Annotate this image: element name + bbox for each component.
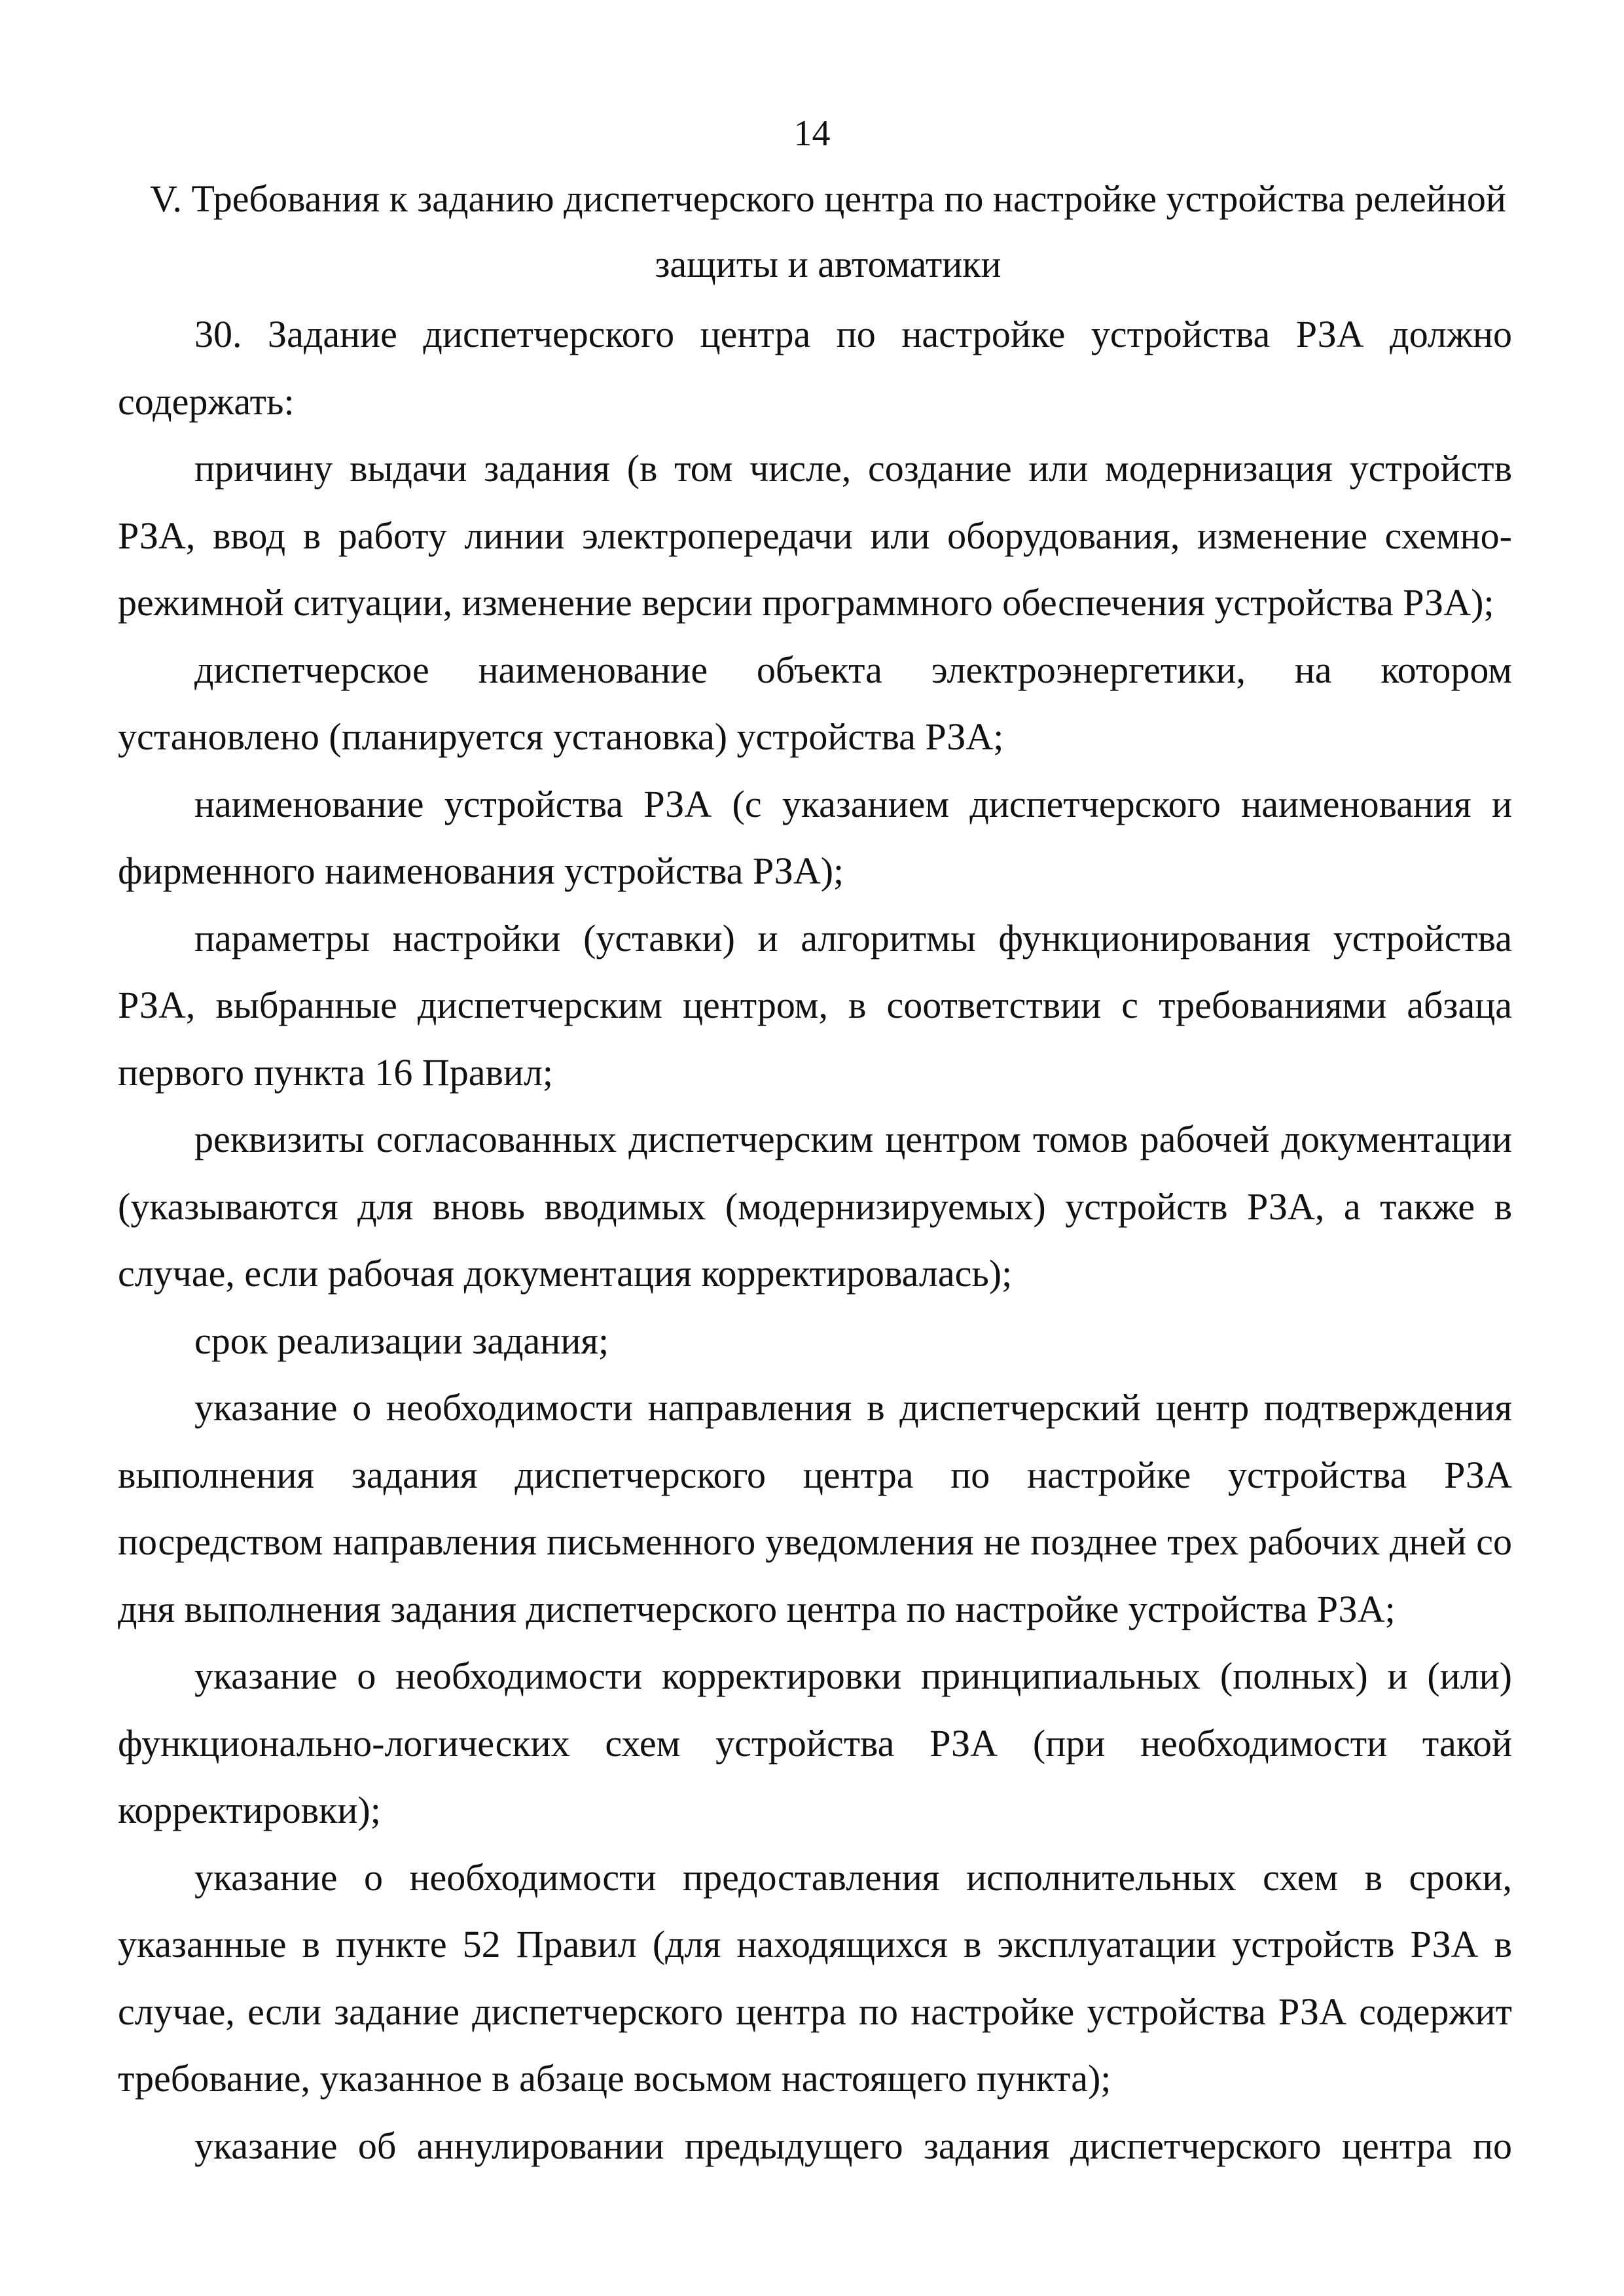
paragraph-confirmation: указание о необходимости направления в диспетчерский центр подтверждения выполнения задания диспетчерского центра по настройке устройства РЗА посредством направления письменного уведомления не позднее трех рабочих дней со дня выполнения задания диспетчерского центра по настройке устройства РЗА; [118, 1386, 1512, 1630]
page-number: 14 [793, 113, 831, 154]
paragraph-cancellation: указание об аннулировании предыдущего задания диспетчерского центра по [194, 2124, 1512, 2167]
paragraph-facility-name: диспетчерское наименование объекта электроэнергетики, на котором установлено (планируется установка) устройства РЗА; [118, 648, 1512, 758]
paragraph-item-30: 30. Задание диспетчерского центра по настройке устройства РЗА должно содержать: [118, 313, 1512, 423]
paragraph-settings: параметры настройки (уставки) и алгоритмы функционирования устройства РЗА, выбранные диспетчерским центром, в соответствии с требованиями абзаца первого пункта 16 Правил; [118, 916, 1512, 1094]
paragraph-reason: причину выдачи задания (в том числе, создание или модернизация устройств РЗА, ввод в работу линии электропередачи или оборудования, изменение схемно-режимной ситуации, изменение версии программного обеспечения устройства РЗА); [118, 447, 1512, 624]
paragraph-schemes-correction: указание о необходимости корректировки принципиальных (полных) и (или) функционально-логических схем устройства РЗА (при необходимости такой корректировки); [118, 1655, 1512, 1831]
paragraph-deadline: срок реализации задания; [194, 1319, 609, 1362]
body-text [118, 301, 1512, 2179]
section-title: V. Требования к заданию диспетчерского центра по настройке устройства релейной защиты и автоматики [150, 177, 1506, 285]
paragraph-device-name: наименование устройства РЗА (с указанием диспетчерского наименования и фирменного наименования устройства РЗА); [118, 782, 1512, 892]
paragraph-documentation: реквизиты согласованных диспетчерским центром томов рабочей документации (указываются для вновь вводимых (модернизируемых) устройств РЗА, а также в случае, если рабочая документация корректировалась); [118, 1118, 1512, 1295]
paragraph-executive-schemes: указание о необходимости предоставления исполнительных схем в сроки, указанные в пункте 52 Правил (для находящихся в эксплуатации устройств РЗА в случае, если задание диспетчерского центра по настройке устройства РЗА содержит требование, указанное в абзаце восьмом настоящего пункта); [118, 1856, 1512, 2100]
